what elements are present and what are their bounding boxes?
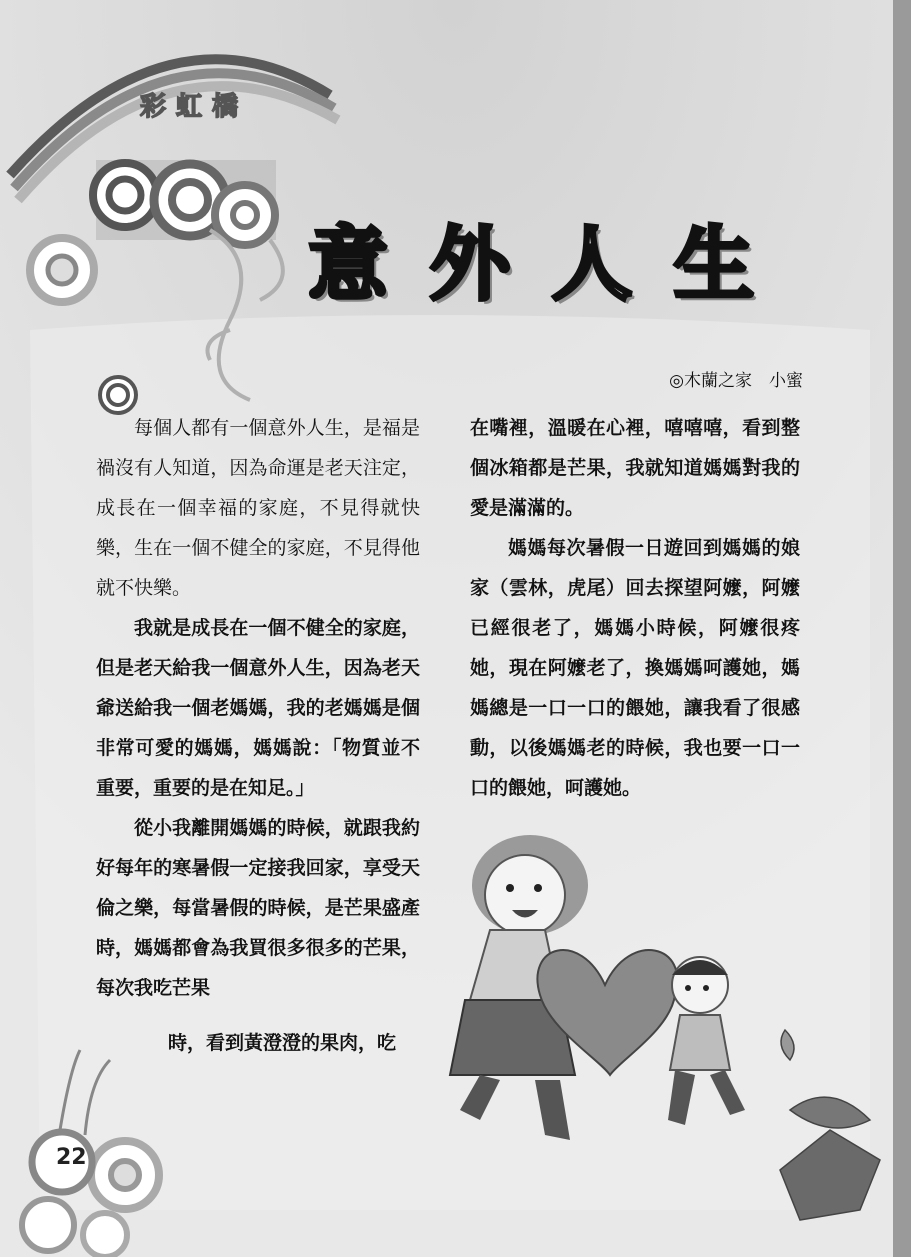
paragraph: 從小我離開媽媽的時候，就跟我約好每年的寒暑假一定接我回家，享受天倫之樂，每當暑假的時候，是芒果盛產時，媽媽都會為我買很多很多的芒果，每次我吃芒果	[96, 817, 420, 999]
paragraph: 在嘴裡，溫暖在心裡，嘻嘻嘻，看到整個冰箱都是芒果，我就知道媽媽對我的愛是滿滿的。	[470, 417, 800, 519]
byline: ◎木蘭之家 小蜜	[669, 371, 803, 391]
paragraph: 我就是成長在一個不健全的家庭，但是老天給我一個意外人生，因為老天爺送給我一個老媽媽，我的老媽媽是個非常可愛的媽媽，媽媽說：「物質並不重要，重要的是在知足。」	[96, 617, 420, 799]
article-title: 意外人生	[308, 218, 796, 311]
left-column	[96, 408, 420, 1008]
paragraph: 媽媽每次暑假一日遊回到媽媽的娘家（雲林，虎尾）回去探望阿嬤，阿嬤已經很老了，媽媽小時候，阿嬤很疼她，現在阿嬤老了，換媽媽呵護她，媽媽總是一口一口的餵她，讓我看了很感動，以後媽媽老的時候，我也要一口一口的餵她，呵護她。	[470, 537, 800, 799]
right-column	[470, 408, 800, 808]
paragraph: 每個人都有一個意外人生，是福是禍沒有人知道，因為命運是老天注定，成長在一個幸福的家庭，不見得就快樂，生在一個不健全的家庭，不見得他就不快樂。	[96, 417, 420, 599]
left-column-last-line: 時，看到黃澄澄的果肉，吃	[168, 1032, 397, 1054]
page-number: 22	[56, 1145, 87, 1170]
section-label: 彩虹橋	[140, 92, 249, 122]
